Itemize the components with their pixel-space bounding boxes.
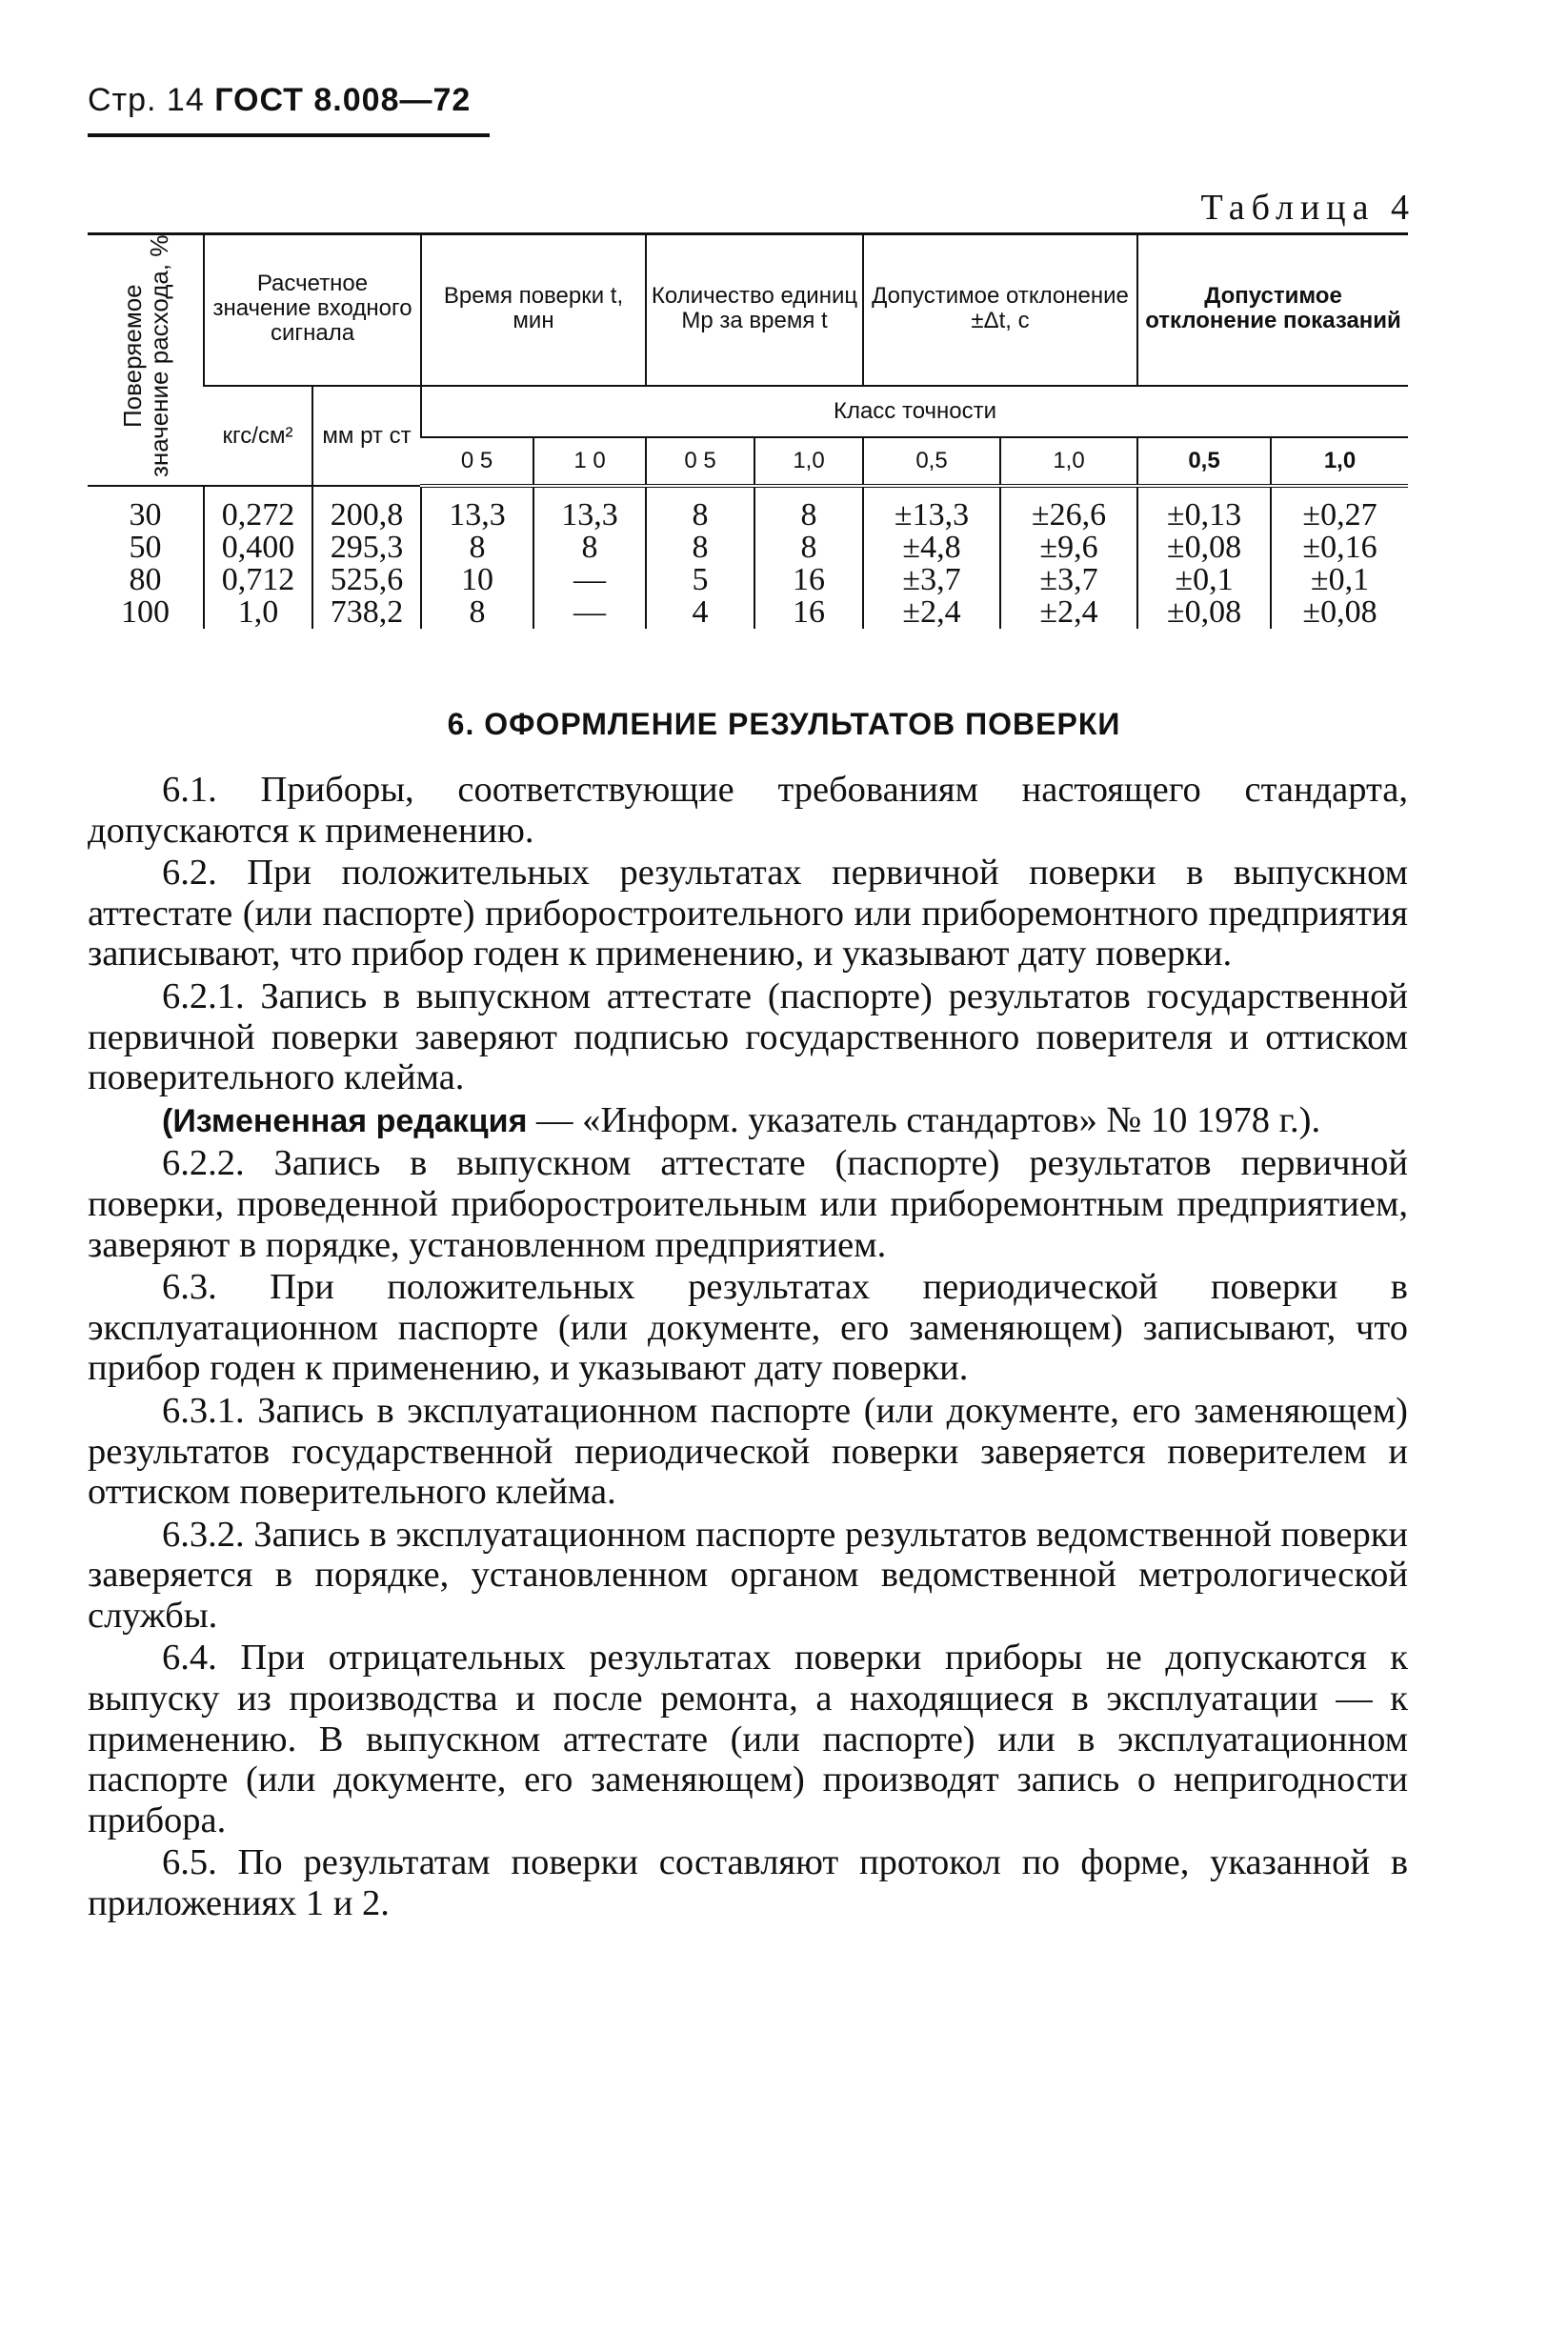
- paragraph-6-1: 6.1. Приборы, соответствующие требованиям настоящего стандарта, допускаются к применению.: [88, 770, 1408, 851]
- cell: 8: [754, 532, 863, 564]
- header-unit-kgs: кгс/см²: [204, 386, 312, 486]
- class-label: 0 5: [646, 437, 754, 486]
- cell: 13,3: [421, 486, 533, 532]
- cell: 738,2: [312, 596, 421, 629]
- cell: 16: [754, 596, 863, 629]
- cell: ±4,8: [863, 532, 1000, 564]
- paragraph-6-3-1: 6.3.1. Запись в эксплуатационном паспорте (или документе, его заменяющем) результатов государственной периодической поверки заверяется поверителем и оттиском поверительного клейма.: [88, 1390, 1408, 1513]
- cell: ±0,08: [1137, 596, 1271, 629]
- cell: 295,3: [312, 532, 421, 564]
- paragraph-6-2-2: 6.2.2. Запись в выпускном аттестате (паспорте) результатов первичной поверки, проведенной приборостроительным или приборемонтным предприятием, заверяют в порядке, установленном предприятием.: [88, 1143, 1408, 1265]
- header-dev-time: Допустимое отклонение ±Δt, с: [863, 232, 1137, 386]
- header-signal: Расчетное значение входного сигнала: [204, 232, 421, 386]
- standard-number: ГОСТ 8.008—72: [214, 82, 472, 118]
- cell: 8: [421, 596, 533, 629]
- header-count: Количество единиц Mр за время t: [646, 232, 863, 386]
- cell: ±0,1: [1137, 564, 1271, 596]
- header-accuracy-class: Класс точности: [421, 386, 1408, 437]
- cell: 1,0: [204, 596, 312, 629]
- section-heading: 6. ОФОРМЛЕНИЕ РЕЗУЛЬТАТОВ ПОВЕРКИ: [447, 707, 1121, 741]
- cell: 0,400: [204, 532, 312, 564]
- table-row: [88, 532, 1408, 564]
- cell: 0,712: [204, 564, 312, 596]
- cell: ±0,16: [1271, 532, 1408, 564]
- cell: ±2,4: [1000, 596, 1137, 629]
- class-label: 1 0: [533, 437, 646, 486]
- cell: 80: [129, 562, 162, 597]
- running-header: [88, 82, 471, 119]
- cell: ±13,3: [863, 486, 1000, 532]
- paragraph-6-3-2: 6.3.2. Запись в эксплуатационном паспорте результатов ведомственной поверки заверяется в порядке, установленном органом ведомственной метрологической службы.: [88, 1514, 1408, 1636]
- cell: ±2,4: [863, 596, 1000, 629]
- paragraph-6-3: 6.3. При положительных результатах периодической поверки в эксплуатационном паспорте (или документе, его заменяющем) записывают, что прибор годен к применению, и указывают дату поверки.: [88, 1267, 1408, 1389]
- cell: 200,8: [312, 486, 421, 532]
- cell: ±26,6: [1000, 486, 1137, 532]
- cell: 5: [646, 564, 754, 596]
- cell: ±9,6: [1000, 532, 1137, 564]
- table-row: [88, 486, 1408, 532]
- paragraph-6-2: 6.2. При положительных результатах первичной поверки в выпускном аттестате (или паспорте) приборостроительного или приборемонтного предприятия записывают, что прибор годен к применению, и указывают дату поверки.: [88, 853, 1408, 975]
- cell: 8: [421, 532, 533, 564]
- cell: ±0,13: [1137, 486, 1271, 532]
- edit-note-text: — «Информ. указатель стандартов» № 10 1978 г.).: [527, 1099, 1321, 1140]
- cell: 4: [646, 596, 754, 629]
- body-text: [88, 770, 1408, 1926]
- paragraph-6-4: 6.4. При отрицательных результатах поверки приборы не допускаются к выпуску из производства и после ремонта, а находящиеся в эксплуатации — к применению. В выпускном аттестате (или паспорте) или в эксплуатационном паспорте (или документе, его заменяющем) производят запись о непригодности прибора.: [88, 1638, 1408, 1840]
- cell: 8: [754, 486, 863, 532]
- header-time: Время поверки t, мин: [421, 232, 646, 386]
- cell: ±0,27: [1271, 486, 1408, 532]
- cell: 0,272: [204, 486, 312, 532]
- cell: —: [533, 596, 646, 629]
- class-label: 1,0: [1271, 437, 1408, 486]
- cell: 8: [646, 532, 754, 564]
- paragraph-6-5: 6.5. По результатам поверки составляют протокол по форме, указанной в приложениях 1 и 2.: [88, 1842, 1408, 1924]
- table-row: [88, 564, 1408, 596]
- header-rule: [88, 133, 490, 137]
- edit-note-bold: (Измененная редакция: [162, 1102, 528, 1139]
- cell: 30: [129, 496, 162, 533]
- cell: 525,6: [312, 564, 421, 596]
- header-flow: Поверяемое значение расхода, %: [88, 232, 204, 486]
- cell: ±0,08: [1137, 532, 1271, 564]
- paragraph-edit-note: [88, 1100, 1408, 1142]
- cell: 100: [121, 594, 170, 630]
- cell: —: [533, 564, 646, 596]
- cell: ±0,08: [1271, 596, 1408, 629]
- page-label: Стр. 14: [88, 82, 205, 118]
- cell: 13,3: [533, 486, 646, 532]
- cell: ±0,1: [1271, 564, 1408, 596]
- table-row: [88, 596, 1408, 629]
- class-label: 1,0: [1000, 437, 1137, 486]
- cell: 8: [533, 532, 646, 564]
- paragraph-6-2-1: 6.2.1. Запись в выпускном аттестате (паспорте) результатов государственной первичной поверки заверяют подписью государственного поверителя и оттиском поверительного клейма.: [88, 975, 1408, 1098]
- cell: ±3,7: [1000, 564, 1137, 596]
- cell: 16: [754, 564, 863, 596]
- class-label: 0,5: [1137, 437, 1271, 486]
- table-caption: Таблица 4: [1200, 188, 1416, 228]
- class-label: 0,5: [863, 437, 1000, 486]
- class-label: 0 5: [421, 437, 533, 486]
- header-dev-reading: Допустимое отклонение показаний: [1137, 232, 1408, 386]
- cell: 8: [646, 486, 754, 532]
- class-label: 1,0: [754, 437, 863, 486]
- cell: 10: [421, 564, 533, 596]
- cell: 50: [129, 530, 162, 565]
- verification-table: [88, 232, 1408, 629]
- header-unit-mmhg: мм рт ст: [312, 386, 421, 486]
- cell: ±3,7: [863, 564, 1000, 596]
